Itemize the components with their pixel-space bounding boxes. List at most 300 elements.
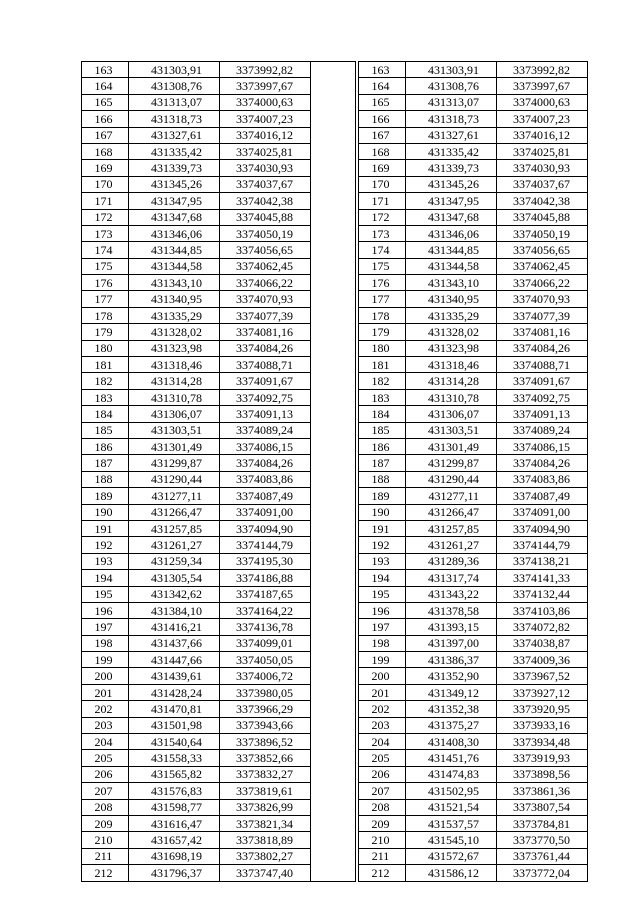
point-number-cell: 208 [359, 799, 406, 815]
table-row [359, 684, 588, 700]
point-number-cell: 163 [82, 62, 129, 78]
table-row [82, 701, 356, 717]
x-coordinate-cell: 431416,21 [129, 619, 220, 635]
point-number-cell: 179 [82, 324, 129, 340]
x-coordinate-cell: 431318,73 [406, 111, 497, 127]
blank-cell [311, 406, 356, 422]
blank-cell [311, 78, 356, 94]
table-row [359, 488, 588, 504]
y-coordinate-cell: 3373852,66 [220, 750, 311, 766]
table-row [82, 340, 356, 356]
x-coordinate-cell: 431342,62 [129, 586, 220, 602]
point-number-cell: 188 [359, 471, 406, 487]
x-coordinate-cell: 431303,91 [129, 62, 220, 78]
blank-cell [311, 848, 356, 864]
x-coordinate-cell: 431303,51 [406, 422, 497, 438]
point-number-cell: 189 [359, 488, 406, 504]
point-number-cell: 186 [82, 438, 129, 454]
table-row [359, 553, 588, 569]
table-row [359, 766, 588, 782]
x-coordinate-cell: 431349,12 [406, 684, 497, 700]
x-coordinate-cell: 431313,07 [129, 94, 220, 110]
x-coordinate-cell: 431343,22 [406, 586, 497, 602]
point-number-cell: 202 [82, 701, 129, 717]
x-coordinate-cell: 431657,42 [129, 832, 220, 848]
y-coordinate-cell: 3374091,00 [497, 504, 588, 520]
x-coordinate-cell: 431378,58 [406, 602, 497, 618]
table-row [359, 422, 588, 438]
table-row [82, 111, 356, 127]
blank-cell [311, 602, 356, 618]
point-number-cell: 196 [359, 602, 406, 618]
y-coordinate-cell: 3373861,36 [497, 783, 588, 799]
point-number-cell: 165 [359, 94, 406, 110]
point-number-cell: 181 [82, 357, 129, 373]
point-number-cell: 201 [82, 684, 129, 700]
point-number-cell: 177 [359, 291, 406, 307]
y-coordinate-cell: 3374077,39 [220, 307, 311, 323]
x-coordinate-cell: 431572,67 [406, 848, 497, 864]
table-row [82, 668, 356, 684]
point-number-cell: 210 [359, 832, 406, 848]
table-row [359, 176, 588, 192]
y-coordinate-cell: 3373980,05 [220, 684, 311, 700]
blank-cell [311, 865, 356, 881]
table-row [82, 307, 356, 323]
point-number-cell: 199 [82, 652, 129, 668]
blank-cell [311, 635, 356, 651]
blank-cell [311, 504, 356, 520]
y-coordinate-cell: 3374136,78 [220, 619, 311, 635]
x-coordinate-cell: 431470,81 [129, 701, 220, 717]
point-number-cell: 201 [359, 684, 406, 700]
y-coordinate-cell: 3374084,26 [497, 340, 588, 356]
y-coordinate-cell: 3373772,04 [497, 865, 588, 881]
table-row [359, 455, 588, 471]
blank-cell [311, 62, 356, 78]
table-row [359, 504, 588, 520]
point-number-cell: 172 [82, 209, 129, 225]
x-coordinate-cell: 431345,26 [406, 176, 497, 192]
y-coordinate-cell: 3373919,93 [497, 750, 588, 766]
y-coordinate-cell: 3374091,00 [220, 504, 311, 520]
blank-cell [311, 143, 356, 159]
table-row [82, 258, 356, 274]
y-coordinate-cell: 3374070,93 [497, 291, 588, 307]
table-row [82, 94, 356, 110]
x-coordinate-cell: 431299,87 [129, 455, 220, 471]
table-row [82, 553, 356, 569]
table-row [82, 422, 356, 438]
y-coordinate-cell: 3374092,75 [220, 389, 311, 405]
x-coordinate-cell: 431521,54 [406, 799, 497, 815]
table-row [359, 832, 588, 848]
table-row [359, 799, 588, 815]
point-number-cell: 206 [82, 766, 129, 782]
x-coordinate-cell: 431257,85 [406, 520, 497, 536]
x-coordinate-cell: 431327,61 [129, 127, 220, 143]
x-coordinate-cell: 431347,68 [129, 209, 220, 225]
table-row [359, 586, 588, 602]
table-row [359, 160, 588, 176]
x-coordinate-cell: 431277,11 [129, 488, 220, 504]
table-row [359, 291, 588, 307]
table-row [359, 652, 588, 668]
y-coordinate-cell: 3373997,67 [497, 78, 588, 94]
point-number-cell: 164 [359, 78, 406, 94]
point-number-cell: 205 [82, 750, 129, 766]
blank-cell [311, 750, 356, 766]
point-number-cell: 167 [359, 127, 406, 143]
point-number-cell: 173 [359, 225, 406, 241]
table-row [82, 848, 356, 864]
point-number-cell: 190 [359, 504, 406, 520]
blank-cell [311, 684, 356, 700]
point-number-cell: 182 [82, 373, 129, 389]
point-number-cell: 211 [359, 848, 406, 864]
coordinates-table-right [358, 61, 588, 882]
point-number-cell: 203 [82, 717, 129, 733]
x-coordinate-cell: 431323,98 [406, 340, 497, 356]
x-coordinate-cell: 431408,30 [406, 734, 497, 750]
point-number-cell: 164 [82, 78, 129, 94]
y-coordinate-cell: 3374070,93 [220, 291, 311, 307]
x-coordinate-cell: 431346,06 [406, 225, 497, 241]
y-coordinate-cell: 3373920,95 [497, 701, 588, 717]
x-coordinate-cell: 431347,95 [129, 193, 220, 209]
y-coordinate-cell: 3373992,82 [497, 62, 588, 78]
y-coordinate-cell: 3374025,81 [497, 143, 588, 159]
table-row [359, 570, 588, 586]
x-coordinate-cell: 431565,82 [129, 766, 220, 782]
blank-cell [311, 340, 356, 356]
blank-cell [311, 734, 356, 750]
table-row [359, 127, 588, 143]
blank-cell [311, 586, 356, 602]
table-row [82, 193, 356, 209]
x-coordinate-cell: 431335,29 [406, 307, 497, 323]
y-coordinate-cell: 3374187,65 [220, 586, 311, 602]
table-row [82, 750, 356, 766]
point-number-cell: 175 [359, 258, 406, 274]
y-coordinate-cell: 3374038,87 [497, 635, 588, 651]
y-coordinate-cell: 3374091,67 [497, 373, 588, 389]
point-number-cell: 172 [359, 209, 406, 225]
y-coordinate-cell: 3374087,49 [220, 488, 311, 504]
table-row [359, 225, 588, 241]
x-coordinate-cell: 431261,27 [129, 537, 220, 553]
x-coordinate-cell: 431346,06 [129, 225, 220, 241]
y-coordinate-cell: 3374186,88 [220, 570, 311, 586]
point-number-cell: 179 [359, 324, 406, 340]
x-coordinate-cell: 431313,07 [406, 94, 497, 110]
point-number-cell: 209 [82, 815, 129, 831]
x-coordinate-cell: 431299,87 [406, 455, 497, 471]
x-coordinate-cell: 431344,85 [406, 242, 497, 258]
x-coordinate-cell: 431393,15 [406, 619, 497, 635]
x-coordinate-cell: 431352,90 [406, 668, 497, 684]
blank-cell [311, 832, 356, 848]
x-coordinate-cell: 431335,42 [406, 143, 497, 159]
x-coordinate-cell: 431545,10 [406, 832, 497, 848]
blank-cell [311, 799, 356, 815]
table-row [359, 111, 588, 127]
table-row [82, 357, 356, 373]
table-row [359, 258, 588, 274]
blank-cell [311, 275, 356, 291]
table-row [359, 143, 588, 159]
y-coordinate-cell: 3374088,71 [220, 357, 311, 373]
point-number-cell: 177 [82, 291, 129, 307]
y-coordinate-cell: 3374025,81 [220, 143, 311, 159]
blank-cell [311, 258, 356, 274]
blank-cell [311, 717, 356, 733]
point-number-cell: 180 [82, 340, 129, 356]
y-coordinate-cell: 3374045,88 [220, 209, 311, 225]
x-coordinate-cell: 431266,47 [406, 504, 497, 520]
point-number-cell: 184 [82, 406, 129, 422]
blank-cell [311, 291, 356, 307]
table-row [82, 652, 356, 668]
blank-cell [311, 307, 356, 323]
table-row [359, 537, 588, 553]
table-row [359, 635, 588, 651]
y-coordinate-cell: 3374091,13 [497, 406, 588, 422]
x-coordinate-cell: 431259,34 [129, 553, 220, 569]
y-coordinate-cell: 3374050,19 [220, 225, 311, 241]
point-number-cell: 175 [82, 258, 129, 274]
table-row [82, 242, 356, 258]
y-coordinate-cell: 3373807,54 [497, 799, 588, 815]
y-coordinate-cell: 3374084,26 [497, 455, 588, 471]
point-number-cell: 206 [359, 766, 406, 782]
y-coordinate-cell: 3374066,22 [497, 275, 588, 291]
x-coordinate-cell: 431335,29 [129, 307, 220, 323]
point-number-cell: 169 [359, 160, 406, 176]
y-coordinate-cell: 3373826,99 [220, 799, 311, 815]
y-coordinate-cell: 3374062,45 [497, 258, 588, 274]
table-row [359, 734, 588, 750]
table-row [82, 143, 356, 159]
y-coordinate-cell: 3373992,82 [220, 62, 311, 78]
y-coordinate-cell: 3373802,27 [220, 848, 311, 864]
table-row [82, 537, 356, 553]
y-coordinate-cell: 3374062,45 [220, 258, 311, 274]
table-row [359, 307, 588, 323]
point-number-cell: 176 [359, 275, 406, 291]
table-row [82, 783, 356, 799]
y-coordinate-cell: 3374016,12 [497, 127, 588, 143]
y-coordinate-cell: 3374016,12 [220, 127, 311, 143]
point-number-cell: 183 [359, 389, 406, 405]
y-coordinate-cell: 3374087,49 [497, 488, 588, 504]
y-coordinate-cell: 3374007,23 [220, 111, 311, 127]
point-number-cell: 193 [359, 553, 406, 569]
blank-cell [311, 209, 356, 225]
table-row [82, 78, 356, 94]
blank-cell [311, 111, 356, 127]
x-coordinate-cell: 431347,95 [406, 193, 497, 209]
blank-cell [311, 357, 356, 373]
table-row [82, 520, 356, 536]
x-coordinate-cell: 431318,46 [406, 357, 497, 373]
x-coordinate-cell: 431347,68 [406, 209, 497, 225]
blank-cell [311, 570, 356, 586]
x-coordinate-cell: 431451,76 [406, 750, 497, 766]
x-coordinate-cell: 431305,54 [129, 570, 220, 586]
point-number-cell: 198 [82, 635, 129, 651]
point-number-cell: 165 [82, 94, 129, 110]
x-coordinate-cell: 431308,76 [129, 78, 220, 94]
x-coordinate-cell: 431501,98 [129, 717, 220, 733]
blank-cell [311, 127, 356, 143]
x-coordinate-cell: 431343,10 [406, 275, 497, 291]
y-coordinate-cell: 3374195,30 [220, 553, 311, 569]
table-row [359, 373, 588, 389]
table-row [359, 275, 588, 291]
y-coordinate-cell: 3374050,19 [497, 225, 588, 241]
point-number-cell: 200 [359, 668, 406, 684]
point-number-cell: 205 [359, 750, 406, 766]
y-coordinate-cell: 3374083,86 [220, 471, 311, 487]
point-number-cell: 166 [82, 111, 129, 127]
table-row [82, 832, 356, 848]
x-coordinate-cell: 431277,11 [406, 488, 497, 504]
x-coordinate-cell: 431306,07 [129, 406, 220, 422]
y-coordinate-cell: 3374007,23 [497, 111, 588, 127]
point-number-cell: 207 [359, 783, 406, 799]
y-coordinate-cell: 3373997,67 [220, 78, 311, 94]
y-coordinate-cell: 3374042,38 [497, 193, 588, 209]
x-coordinate-cell: 431558,33 [129, 750, 220, 766]
y-coordinate-cell: 3373966,29 [220, 701, 311, 717]
y-coordinate-cell: 3374099,01 [220, 635, 311, 651]
table-row [82, 209, 356, 225]
y-coordinate-cell: 3374050,05 [220, 652, 311, 668]
point-number-cell: 204 [82, 734, 129, 750]
blank-cell [311, 176, 356, 192]
x-coordinate-cell: 431310,78 [129, 389, 220, 405]
point-number-cell: 170 [359, 176, 406, 192]
y-coordinate-cell: 3374037,67 [220, 176, 311, 192]
point-number-cell: 169 [82, 160, 129, 176]
point-number-cell: 191 [82, 520, 129, 536]
coordinates-table-right-body [359, 62, 588, 882]
x-coordinate-cell: 431328,02 [406, 324, 497, 340]
table-row [82, 488, 356, 504]
x-coordinate-cell: 431323,98 [129, 340, 220, 356]
table-row [359, 340, 588, 356]
y-coordinate-cell: 3374094,90 [220, 520, 311, 536]
blank-cell [311, 766, 356, 782]
table-row [82, 455, 356, 471]
x-coordinate-cell: 431314,28 [406, 373, 497, 389]
table-row [82, 62, 356, 78]
y-coordinate-cell: 3373818,89 [220, 832, 311, 848]
x-coordinate-cell: 431474,83 [406, 766, 497, 782]
point-number-cell: 187 [82, 455, 129, 471]
table-row [359, 357, 588, 373]
y-coordinate-cell: 3374083,86 [497, 471, 588, 487]
x-coordinate-cell: 431308,76 [406, 78, 497, 94]
y-coordinate-cell: 3373967,52 [497, 668, 588, 684]
y-coordinate-cell: 3374077,39 [497, 307, 588, 323]
point-number-cell: 174 [359, 242, 406, 258]
point-number-cell: 174 [82, 242, 129, 258]
blank-cell [311, 488, 356, 504]
y-coordinate-cell: 3374056,65 [497, 242, 588, 258]
table-row [359, 438, 588, 454]
x-coordinate-cell: 431502,95 [406, 783, 497, 799]
y-coordinate-cell: 3374081,16 [220, 324, 311, 340]
y-coordinate-cell: 3374084,26 [220, 455, 311, 471]
point-number-cell: 202 [359, 701, 406, 717]
table-row [359, 865, 588, 881]
table-row [359, 209, 588, 225]
blank-cell [311, 422, 356, 438]
x-coordinate-cell: 431344,58 [406, 258, 497, 274]
point-number-cell: 163 [359, 62, 406, 78]
point-number-cell: 194 [82, 570, 129, 586]
y-coordinate-cell: 3374092,75 [497, 389, 588, 405]
point-number-cell: 199 [359, 652, 406, 668]
point-number-cell: 173 [82, 225, 129, 241]
table-row [359, 78, 588, 94]
table-row [82, 225, 356, 241]
table-row [82, 799, 356, 815]
blank-cell [311, 553, 356, 569]
x-coordinate-cell: 431352,38 [406, 701, 497, 717]
table-row [359, 602, 588, 618]
y-coordinate-cell: 3374091,13 [220, 406, 311, 422]
blank-cell [311, 520, 356, 536]
x-coordinate-cell: 431266,47 [129, 504, 220, 520]
blank-cell [311, 94, 356, 110]
coordinates-table-left-body [82, 62, 356, 882]
y-coordinate-cell: 3374132,44 [497, 586, 588, 602]
point-number-cell: 183 [82, 389, 129, 405]
point-number-cell: 197 [359, 619, 406, 635]
x-coordinate-cell: 431576,83 [129, 783, 220, 799]
blank-cell [311, 455, 356, 471]
x-coordinate-cell: 431340,95 [406, 291, 497, 307]
y-coordinate-cell: 3373761,44 [497, 848, 588, 864]
x-coordinate-cell: 431397,00 [406, 635, 497, 651]
table-row [82, 717, 356, 733]
table-row [359, 406, 588, 422]
table-row [82, 635, 356, 651]
point-number-cell: 182 [359, 373, 406, 389]
table-row [359, 701, 588, 717]
y-coordinate-cell: 3373747,40 [220, 865, 311, 881]
x-coordinate-cell: 431301,49 [129, 438, 220, 454]
x-coordinate-cell: 431290,44 [129, 471, 220, 487]
point-number-cell: 171 [359, 193, 406, 209]
y-coordinate-cell: 3374086,15 [497, 438, 588, 454]
table-row [359, 668, 588, 684]
y-coordinate-cell: 3374072,82 [497, 619, 588, 635]
x-coordinate-cell: 431343,10 [129, 275, 220, 291]
table-row [82, 734, 356, 750]
y-coordinate-cell: 3373898,56 [497, 766, 588, 782]
y-coordinate-cell: 3374000,63 [220, 94, 311, 110]
x-coordinate-cell: 431318,46 [129, 357, 220, 373]
blank-cell [311, 668, 356, 684]
point-number-cell: 196 [82, 602, 129, 618]
x-coordinate-cell: 431384,10 [129, 602, 220, 618]
table-row [82, 324, 356, 340]
table-row [82, 438, 356, 454]
